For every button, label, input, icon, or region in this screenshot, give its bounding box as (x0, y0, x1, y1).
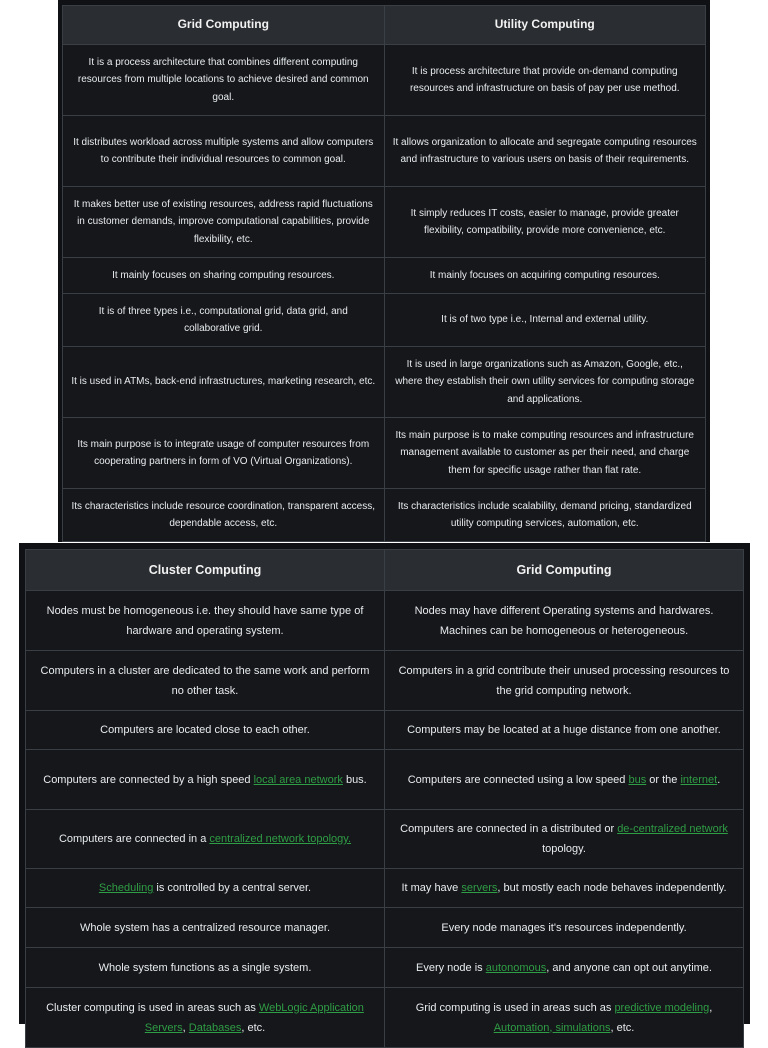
link-predictive-modeling[interactable]: predictive modeling (614, 1001, 710, 1014)
grid-cell: Every node manages it's resources independently. (385, 908, 744, 948)
link-weblogic-application-servers[interactable]: WebLogic Application Servers (144, 1001, 364, 1034)
grid-cell: Computers are connected using a low speed bus or the internet. (385, 750, 744, 810)
cluster-cell: Whole system functions as a single system. (26, 948, 385, 988)
cluster-cell: Computers are connected by a high speed local area network bus. (26, 750, 385, 810)
link-servers[interactable]: servers (461, 882, 498, 894)
table-row (26, 711, 744, 750)
cluster-cell: Cluster computing is used in areas such as WebLogic Application Servers, Databases, etc. (26, 988, 385, 1048)
utility-cell: It is used in large organizations such as Amazon, Google, etc., where they establish their own utility services for computing storage and applications. (384, 347, 706, 418)
utility-cell: It mainly focuses on acquiring computing resources. (384, 258, 706, 294)
grid-vs-utility-table (62, 5, 706, 542)
cluster-cell: Computers are located close to each other. (26, 711, 385, 750)
link-bus[interactable]: bus (628, 773, 647, 786)
grid-cell: Nodes may have different Operating systems and hardwares. Machines can be homogeneous or heterogeneous. (385, 591, 744, 651)
link-scheduling[interactable]: Scheduling (98, 882, 154, 894)
utility-cell: It simply reduces IT costs, easier to manage, provide greater flexibility, compatibility, provide more convenience, etc. (384, 187, 706, 258)
link-internet[interactable]: internet (680, 773, 718, 786)
grid-cell: It distributes workload across multiple systems and allow computers to contribute their individual resources to common goal. (63, 116, 385, 187)
grid-cell: It is a process architecture that combines different computing resources from multiple locations to achieve desired and common goal. (63, 45, 385, 116)
table-row (26, 988, 744, 1048)
grid-cell: It makes better use of existing resources, address rapid fluctuations in customer demands, improve computational capabilities, provide flexibility, etc. (63, 187, 385, 258)
header-grid-computing: Grid Computing (385, 550, 744, 591)
utility-cell: It allows organization to allocate and segregate computing resources and infrastructure to various users on basis of their requirements. (384, 116, 706, 187)
cluster-cell: Computers are connected in a centralized network topology. (26, 810, 385, 869)
table-row (26, 750, 744, 810)
table-row (63, 418, 706, 489)
cluster-vs-grid-panel (19, 543, 750, 1034)
grid-vs-utility-panel (58, 0, 710, 542)
grid-cell: Its characteristics include resource coordination, transparent access, dependable access, etc. (63, 489, 385, 542)
cluster-vs-grid-table (25, 549, 744, 1048)
link-de-centralized-network[interactable]: de-centralized network (617, 823, 728, 835)
cluster-cell: Computers in a cluster are dedicated to the same work and perform no other task. (26, 651, 385, 711)
cluster-cell: Nodes must be homogeneous i.e. they should have same type of hardware and operating system. (26, 591, 385, 651)
table-row (26, 651, 744, 711)
header-utility-computing: Utility Computing (384, 6, 706, 45)
grid-cell: It mainly focuses on sharing computing resources. (63, 258, 385, 294)
utility-cell: It is process architecture that provide on-demand computing resources and infrastructure on basis of pay per use method. (384, 45, 706, 116)
grid-cell: Computers in a grid contribute their unused processing resources to the grid computing network. (385, 651, 744, 711)
grid-cell: Every node is autonomous, and anyone can opt out anytime. (385, 948, 744, 988)
grid-cell: It is used in ATMs, back-end infrastructures, marketing research, etc. (63, 347, 385, 418)
link-automation-simulations[interactable]: Automation, simulations (493, 1021, 611, 1034)
grid-cell: It is of three types i.e., computational grid, data grid, and collaborative grid. (63, 294, 385, 347)
table-row (26, 591, 744, 651)
table-row (63, 45, 706, 116)
utility-cell: Its main purpose is to make computing resources and infrastructure management available to customer as per their need, and charge them for specific usage rather than flat rate. (384, 418, 706, 489)
utility-cell: Its characteristics include scalability, demand pricing, standardized utility computing services, automation, etc. (384, 489, 706, 542)
link-autonomous[interactable]: autonomous (485, 961, 547, 974)
grid-cell: It may have servers, but mostly each node behaves independently. (385, 869, 744, 908)
table-row (26, 810, 744, 869)
grid-cell: Its main purpose is to integrate usage of computer resources from cooperating partners in form of VO (Virtual Organizations). (63, 418, 385, 489)
table-row (63, 187, 706, 258)
link-centralized-network-topology[interactable]: centralized network topology. (209, 833, 352, 845)
utility-cell: It is of two type i.e., Internal and external utility. (384, 294, 706, 347)
table-row (63, 489, 706, 542)
table-row (63, 347, 706, 418)
table-row (26, 908, 744, 948)
table-row (26, 869, 744, 908)
table-header-row (63, 6, 706, 45)
cluster-cell: Whole system has a centralized resource manager. (26, 908, 385, 948)
cluster-cell: Scheduling is controlled by a central server. (26, 869, 385, 908)
header-cluster-computing: Cluster Computing (26, 550, 385, 591)
link-local-area-network[interactable]: local area network (253, 773, 343, 786)
table-row (26, 948, 744, 988)
grid-cell: Grid computing is used in areas such as predictive modeling, Automation, simulations, etc. (385, 988, 744, 1048)
table-header-row (26, 550, 744, 591)
header-grid-computing: Grid Computing (63, 6, 385, 45)
grid-cell: Computers are connected in a distributed or de-centralized network topology. (385, 810, 744, 869)
table-row (63, 116, 706, 187)
link-databases[interactable]: Databases (188, 1021, 242, 1034)
grid-cell: Computers may be located at a huge distance from one another. (385, 711, 744, 750)
table-row (63, 294, 706, 347)
table-row (63, 258, 706, 294)
